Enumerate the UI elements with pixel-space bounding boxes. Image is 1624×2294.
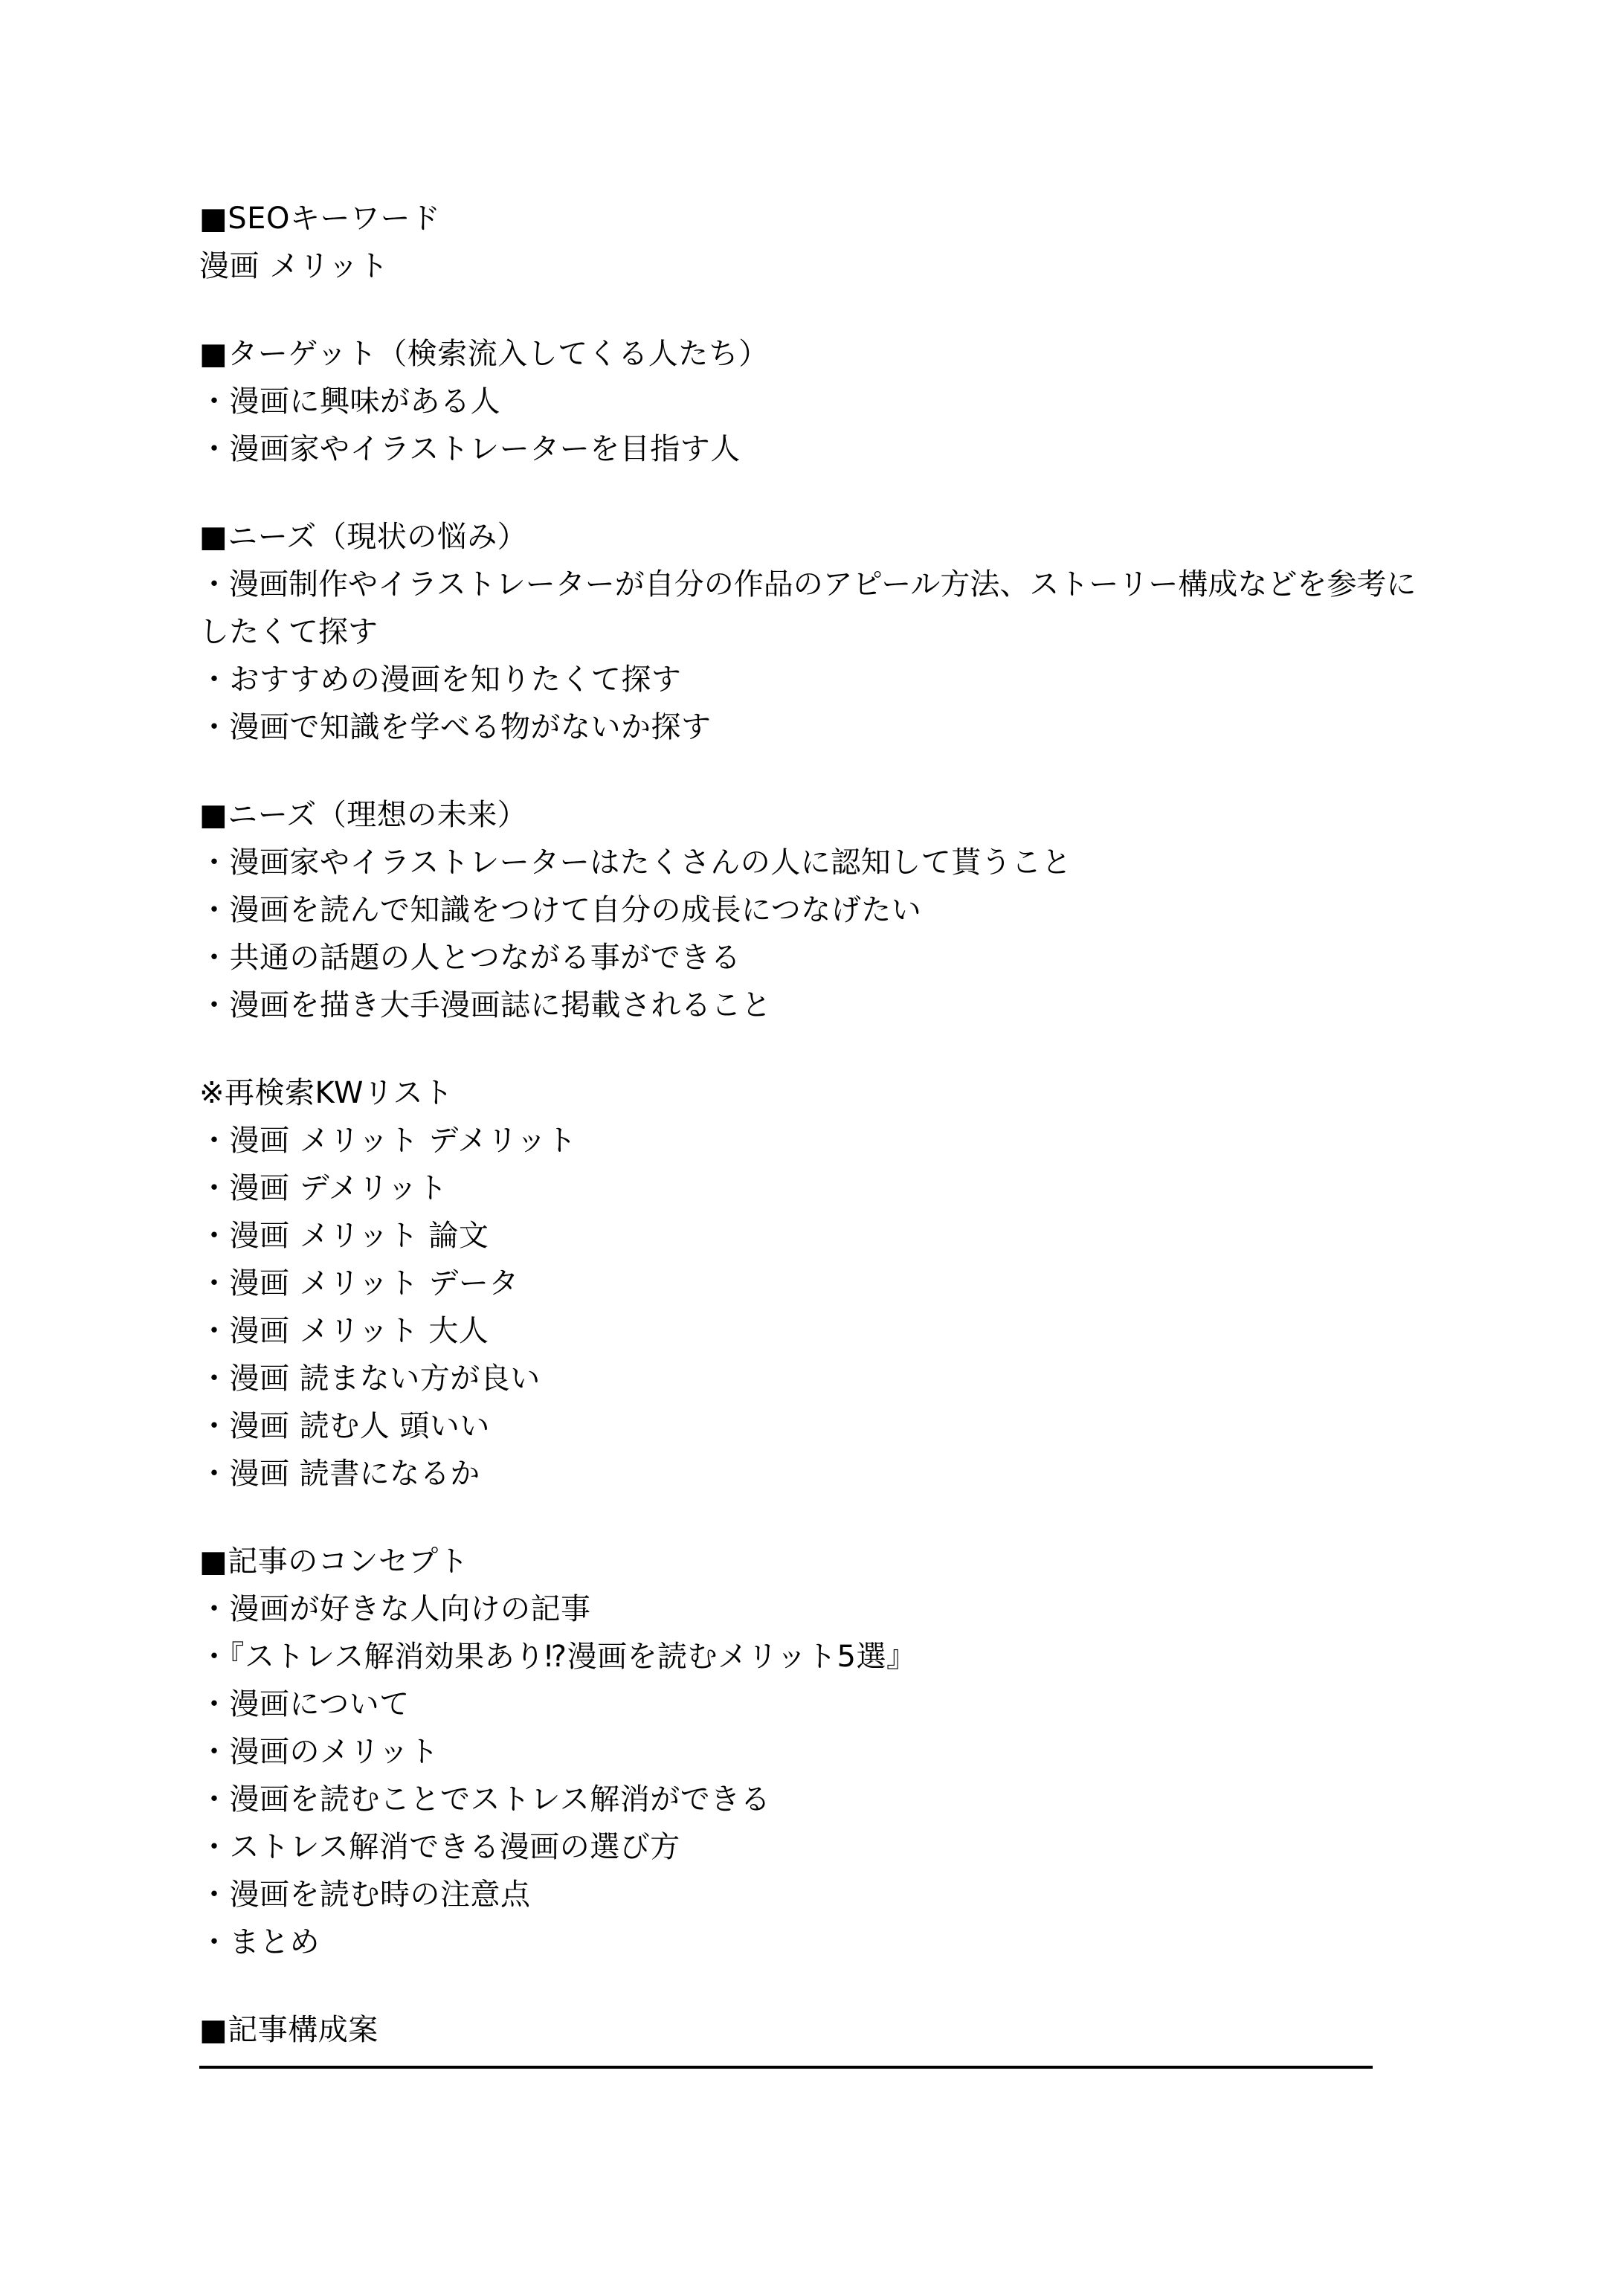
needs-future-item: ・漫画家やイラストレーターはたくさんの人に認知して貰うこと (199, 845, 1072, 880)
needs-current-item: ・漫画制作やイラストレーターが自分の作品のアピール方法、ストーリー構成などを参考にしたくて探す (199, 567, 1417, 649)
kw-list-heading: ※再検索KWリスト (199, 1076, 454, 1110)
kw-list-item: ・漫画 メリット 論文 (199, 1219, 489, 1253)
concept-item: ・まとめ (199, 1925, 320, 1959)
target-item: ・漫画に興味がある人 (199, 384, 500, 419)
concept-item: ・『ストレス解消効果あり⁉漫画を読むメリット5選』 (199, 1640, 917, 1674)
needs-current-item: ・漫画で知識を学べる物がないか探す (199, 710, 712, 744)
kw-list-item: ・漫画 メリット デメリット (199, 1124, 577, 1158)
kw-list-item: ・漫画 読書になるか (199, 1457, 480, 1491)
kw-list-item: ・漫画 デメリット (199, 1171, 448, 1205)
spacer (199, 473, 1434, 513)
kw-list-item: ・漫画 読む人 頭いい (199, 1409, 490, 1443)
structure-heading: ■記事構成案 (199, 2013, 378, 2047)
concept-item: ・漫画について (199, 1687, 410, 1721)
spacer (199, 1498, 1434, 1538)
concept-item: ・漫画を読むことでストレス解消ができる (199, 1782, 771, 1817)
concept-item: ・ストレス解消できる漫画の選び方 (199, 1830, 680, 1864)
horizontal-rule (199, 2066, 1373, 2069)
needs-current-item: ・おすすめの漫画を知りたくて探す (199, 663, 682, 697)
concept-item: ・漫画を読む時の注意点 (199, 1878, 531, 1912)
spacer (199, 1966, 1434, 2006)
kw-list-item: ・漫画 メリット データ (199, 1266, 519, 1301)
kw-list-item: ・漫画 メリット 大人 (199, 1314, 489, 1348)
spacer (199, 751, 1434, 791)
needs-future-heading: ■ニーズ（理想の未来） (199, 798, 528, 832)
spacer (199, 290, 1434, 330)
kw-list-item: ・漫画 読まない方が良い (199, 1362, 541, 1396)
seo-heading: ■SEOキーワード (199, 202, 441, 236)
concept-heading: ■記事のコンセプト (199, 1544, 469, 1579)
seo-keyword: 漫画 メリット (199, 249, 389, 283)
needs-current-heading: ■ニーズ（現状の悩み） (199, 520, 528, 554)
needs-future-item: ・漫画を描き大手漫画誌に掲載されること (199, 988, 772, 1022)
concept-item: ・漫画が好きな人向けの記事 (199, 1592, 591, 1626)
spacer (199, 1029, 1434, 1069)
needs-future-item: ・共通の話題の人とつながる事ができる (199, 941, 741, 975)
needs-future-item: ・漫画を読んで知識をつけて自分の成長につなげたい (199, 893, 922, 927)
target-item: ・漫画家やイラストレーターを目指す人 (199, 432, 741, 466)
concept-item: ・漫画のメリット (199, 1735, 439, 1769)
document-body (199, 195, 1434, 2054)
target-heading: ■ターゲット（検索流入してくる人たち） (199, 337, 769, 371)
